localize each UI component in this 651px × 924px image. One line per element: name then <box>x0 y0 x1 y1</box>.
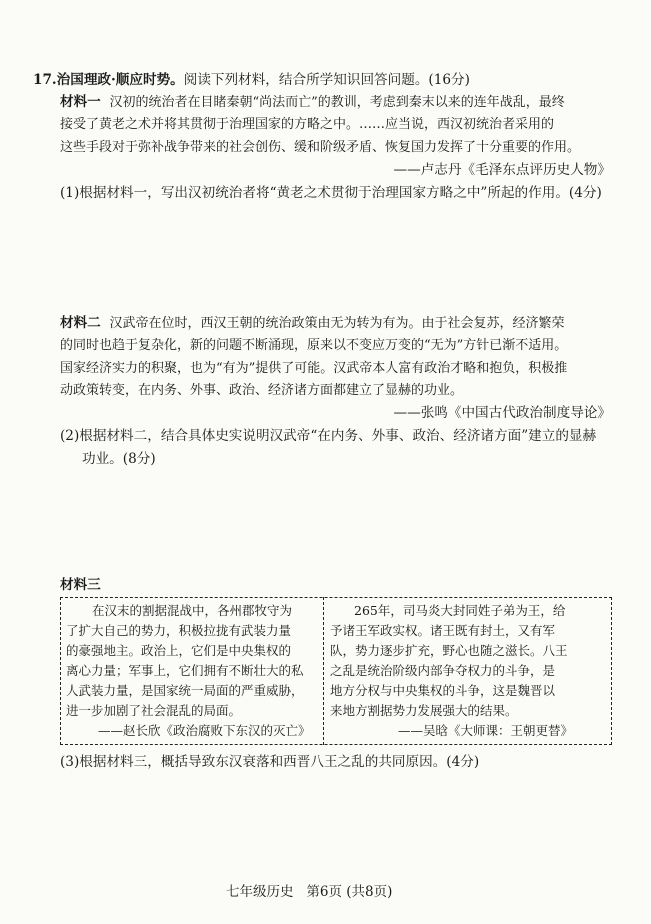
material3-left-line-3: 的豪强地主。政治上，它们是中央集权的 <box>66 643 292 658</box>
question-title: 治国理政·顺应时势。 <box>56 72 184 88</box>
material3-right-line-5: 地方分权与中央集权的斗争，这是魏晋以 <box>330 683 556 698</box>
material3-right-line-6: 来地方割据势力发展强大的结果。 <box>330 703 518 718</box>
material1-line-2: 接受了黄老之术并将其贯彻于治理国家的方略之中。……应当说，西汉初统治者采用的 <box>60 117 555 132</box>
page-footer <box>226 880 392 900</box>
answer-area-1[interactable] <box>60 210 600 310</box>
material3-right-source: ——吴晗《大师课：王朝更替》 <box>398 723 574 738</box>
material1-line-3: 这些手段对于弥补战争带来的社会创伤、缓和阶级矛盾、恢复国力发挥了十分重要的作用。 <box>60 140 581 155</box>
material2-text: 汉武帝在位时，西汉王朝的统治政策由无为转为有为。由于社会复苏，经济繁荣 <box>109 316 565 331</box>
question-2-line-2: 功业。(8分) <box>82 451 156 467</box>
material2-line-3: 国家经济实力的积聚，也为“有为”提供了可能。汉武帝本人富有政治才略和抱负，积极推 <box>60 361 568 376</box>
material3-left-line-2: 了扩大自己的势力，积极拉拢有武装力量 <box>66 623 292 638</box>
material2-line-4: 动政策转变，在内务、外事、政治、经济诸方面都建立了显赫的功业。 <box>60 383 464 398</box>
footer-page-number: 第6页 (共8页) <box>306 884 393 900</box>
answer-area-3[interactable] <box>60 778 600 868</box>
material3-label: 材料三 <box>60 577 101 593</box>
material1-source: ——卢志丹《毛泽东点评历史人物》 <box>393 162 611 178</box>
material3-right-line-4: 之乱是统治阶级内部争夺权力的斗争，是 <box>330 663 556 678</box>
question-number: 17. <box>33 72 57 88</box>
question-2-line-1: (2)根据材料二，结合具体史实说明汉武帝“在内务、外事、政治、经济诸方面”建立的显赫 <box>60 428 597 444</box>
material3-left-line-5: 人武装力量，是国家统一局面的严重威胁， <box>66 683 304 698</box>
material3-left-line-1: 在汉末的割据混战中，各州郡牧守为 <box>92 603 293 618</box>
material3-right-line-3: 队，势力逐步扩充，野心也随之滋长。八王 <box>330 643 568 658</box>
material1-text: 汉初的统治者在目睹秦朝“尚法而亡”的教训，考虑到秦末以来的连年战乱，最终 <box>109 95 565 110</box>
question-instruction: 阅读下列材料，结合所学知识回答问题。(16分) <box>183 72 470 88</box>
footer-subject: 七年级历史 <box>226 884 294 900</box>
material2-label: 材料二 <box>60 315 101 331</box>
question-1: (1)根据材料一，写出汉初统治者将“黄老之术贯彻于治理国家方略之中”所起的作用。(4分) <box>60 185 602 201</box>
material3-left-source: ——赵长欣《政治腐败下东汉的灭亡》 <box>98 723 311 738</box>
material3-right-line-1: 265年，司马炎大封同姓子弟为王，给 <box>354 603 566 618</box>
question-3: (3)根据材料三，概括导致东汉衰落和西晋八王之乱的共同原因。(4分) <box>60 754 480 770</box>
material3-right-line-2: 予诸王军政实权。诸王既有封土，又有军 <box>330 623 556 638</box>
material1-line-1 <box>60 92 565 113</box>
material2-line-2: 的同时也趋于复杂化，新的问题不断涌现，原来以不变应万变的“无为”方针已渐不适用。 <box>60 338 568 353</box>
material2-source: ——张鸣《中国古代政治制度导论》 <box>393 405 611 421</box>
material3-left-line-6: 进一步加剧了社会混乱的局面。 <box>66 703 242 718</box>
question-header <box>33 70 470 90</box>
material3-left-line-4: 离心力量；军事上，它们拥有不断壮大的私 <box>66 663 304 678</box>
material1-label: 材料一 <box>60 94 101 110</box>
material2-line-1 <box>60 313 564 334</box>
material3-divider <box>323 597 324 745</box>
answer-area-2[interactable] <box>60 475 600 565</box>
